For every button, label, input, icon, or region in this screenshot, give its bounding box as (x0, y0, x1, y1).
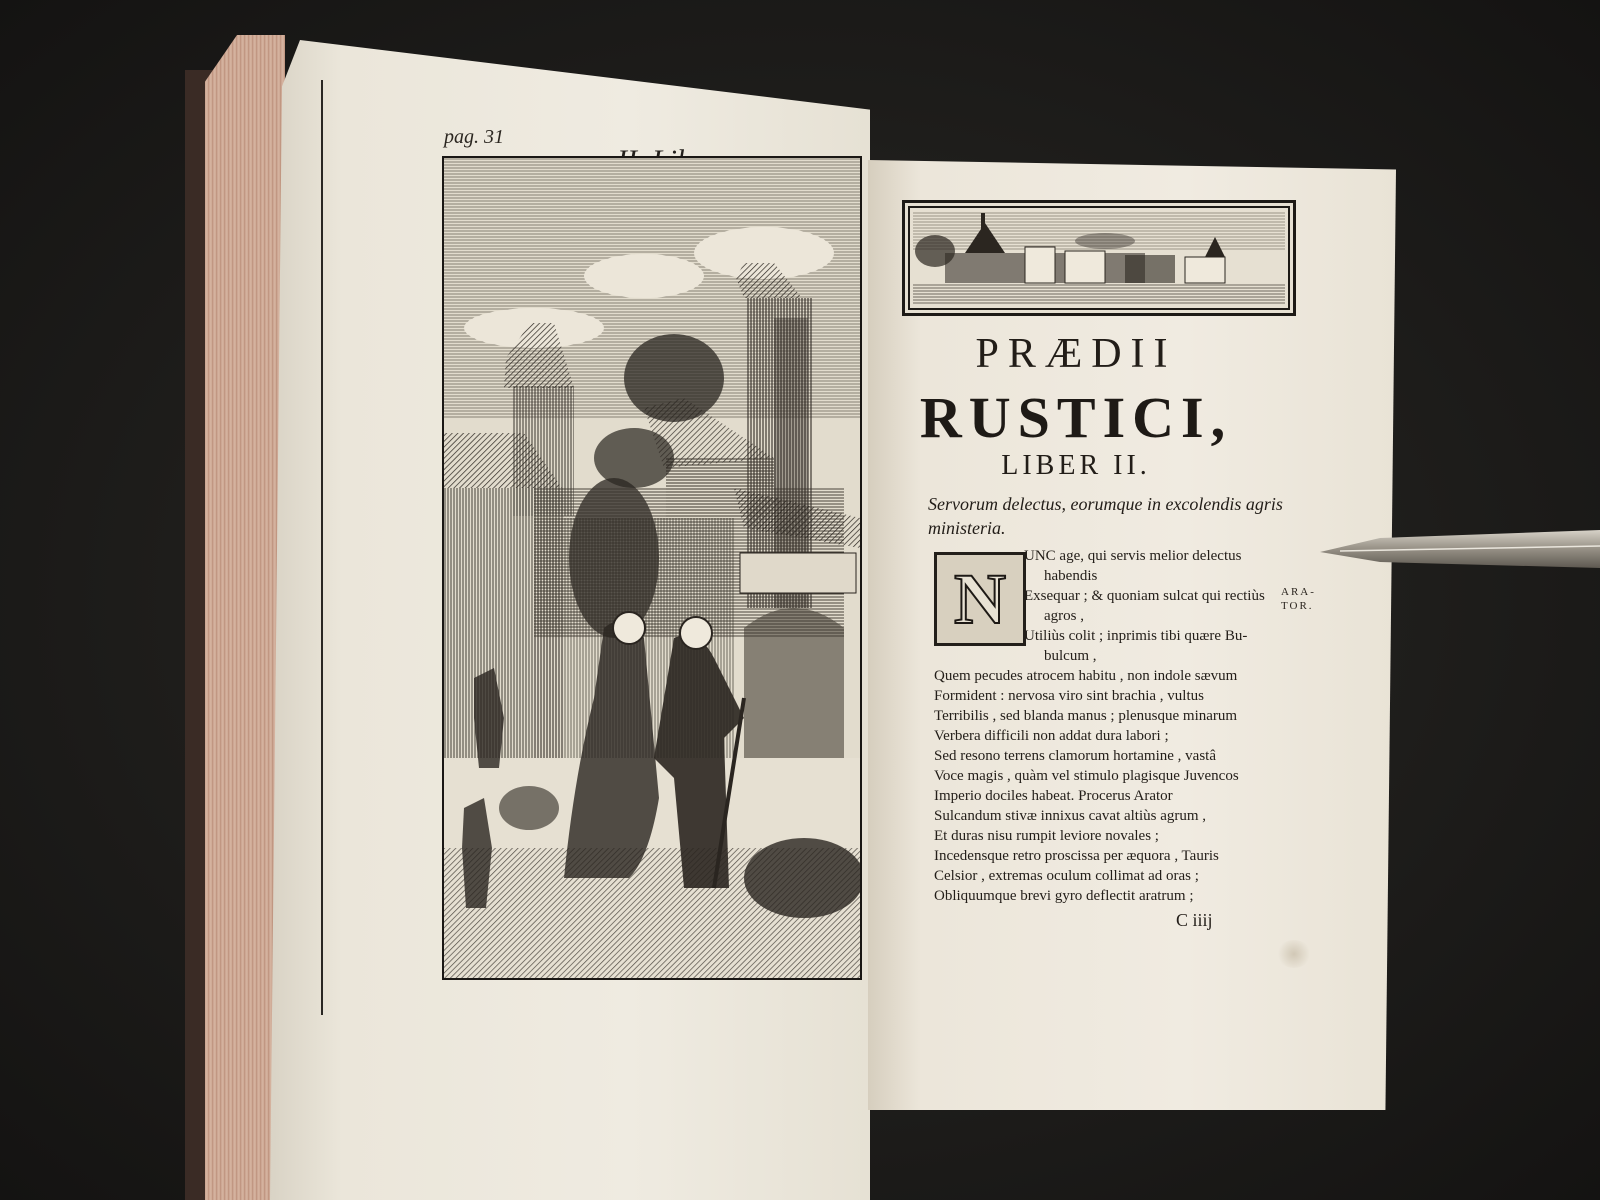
verse-line: Sed resono terrens clamorum hortamine , vastâ (934, 748, 1216, 764)
signature-mark: C iiij (1176, 910, 1213, 930)
verse-line: Terribilis , sed blanda manus ; plenusque minarum (934, 708, 1238, 724)
page-reference: pag. 31 (444, 126, 504, 148)
letter-opener (1320, 528, 1600, 570)
town-vignette (902, 200, 1296, 316)
verse-line: agros , (1044, 608, 1084, 624)
book-number: LIBER II. (1001, 450, 1151, 481)
book-title-line-1: PRÆDII (975, 331, 1177, 377)
vignette-illustration (905, 203, 1293, 313)
verse-line: Quem pecudes atrocem habitu , non indole sævum (934, 668, 1238, 684)
verse-line: Imperio dociles habeat. Procerus Arator (934, 788, 1173, 804)
verse-line: Sulcandum stivæ innixus cavat altiùs agrum , (934, 808, 1207, 824)
verse-line: Exsequar ; & quoniam sulcat qui rectiùs (1024, 588, 1265, 604)
verse-line: Obliquumque brevi gyro deflectit aratrum ; (934, 888, 1194, 904)
verse-line: Et duras nisu rumpit leviore novales ; (934, 828, 1159, 844)
verse-line: Verbera difficili non addat dura labori ; (934, 728, 1169, 744)
paper-stain (1276, 940, 1312, 968)
verse-line: Formident : nervosa viro sint brachia , vultus (934, 688, 1204, 704)
margin-note: ARA-TOR. (1281, 586, 1316, 612)
verse-line: Celsior , extremas oculum collimat ad oras ; (934, 868, 1199, 884)
verse-line: habendis (1044, 568, 1098, 584)
engraving-plate (442, 156, 862, 980)
page-margin-rule (321, 80, 323, 1015)
engraving-illustration (444, 158, 860, 978)
chapter-argument: Servorum delectus, eorumque in excolendis agris ministeria. (928, 494, 1283, 538)
verse-line: Voce magis , quàm vel stimulo plagisque Juvencos (934, 768, 1239, 784)
drop-cap-letter: N (954, 559, 1006, 639)
verse-line: bulcum , (1044, 648, 1097, 664)
verse-line: Utiliùs colit ; inprimis tibi quære Bu- (1024, 628, 1248, 644)
book-title-line-2: RUSTICI, (919, 385, 1233, 450)
verse-line: UNC age, qui servis melior delectus (1024, 548, 1242, 564)
drop-cap (934, 552, 1026, 646)
verse-line: Incedensque retro proscissa per æquora , Tauris (934, 848, 1219, 864)
